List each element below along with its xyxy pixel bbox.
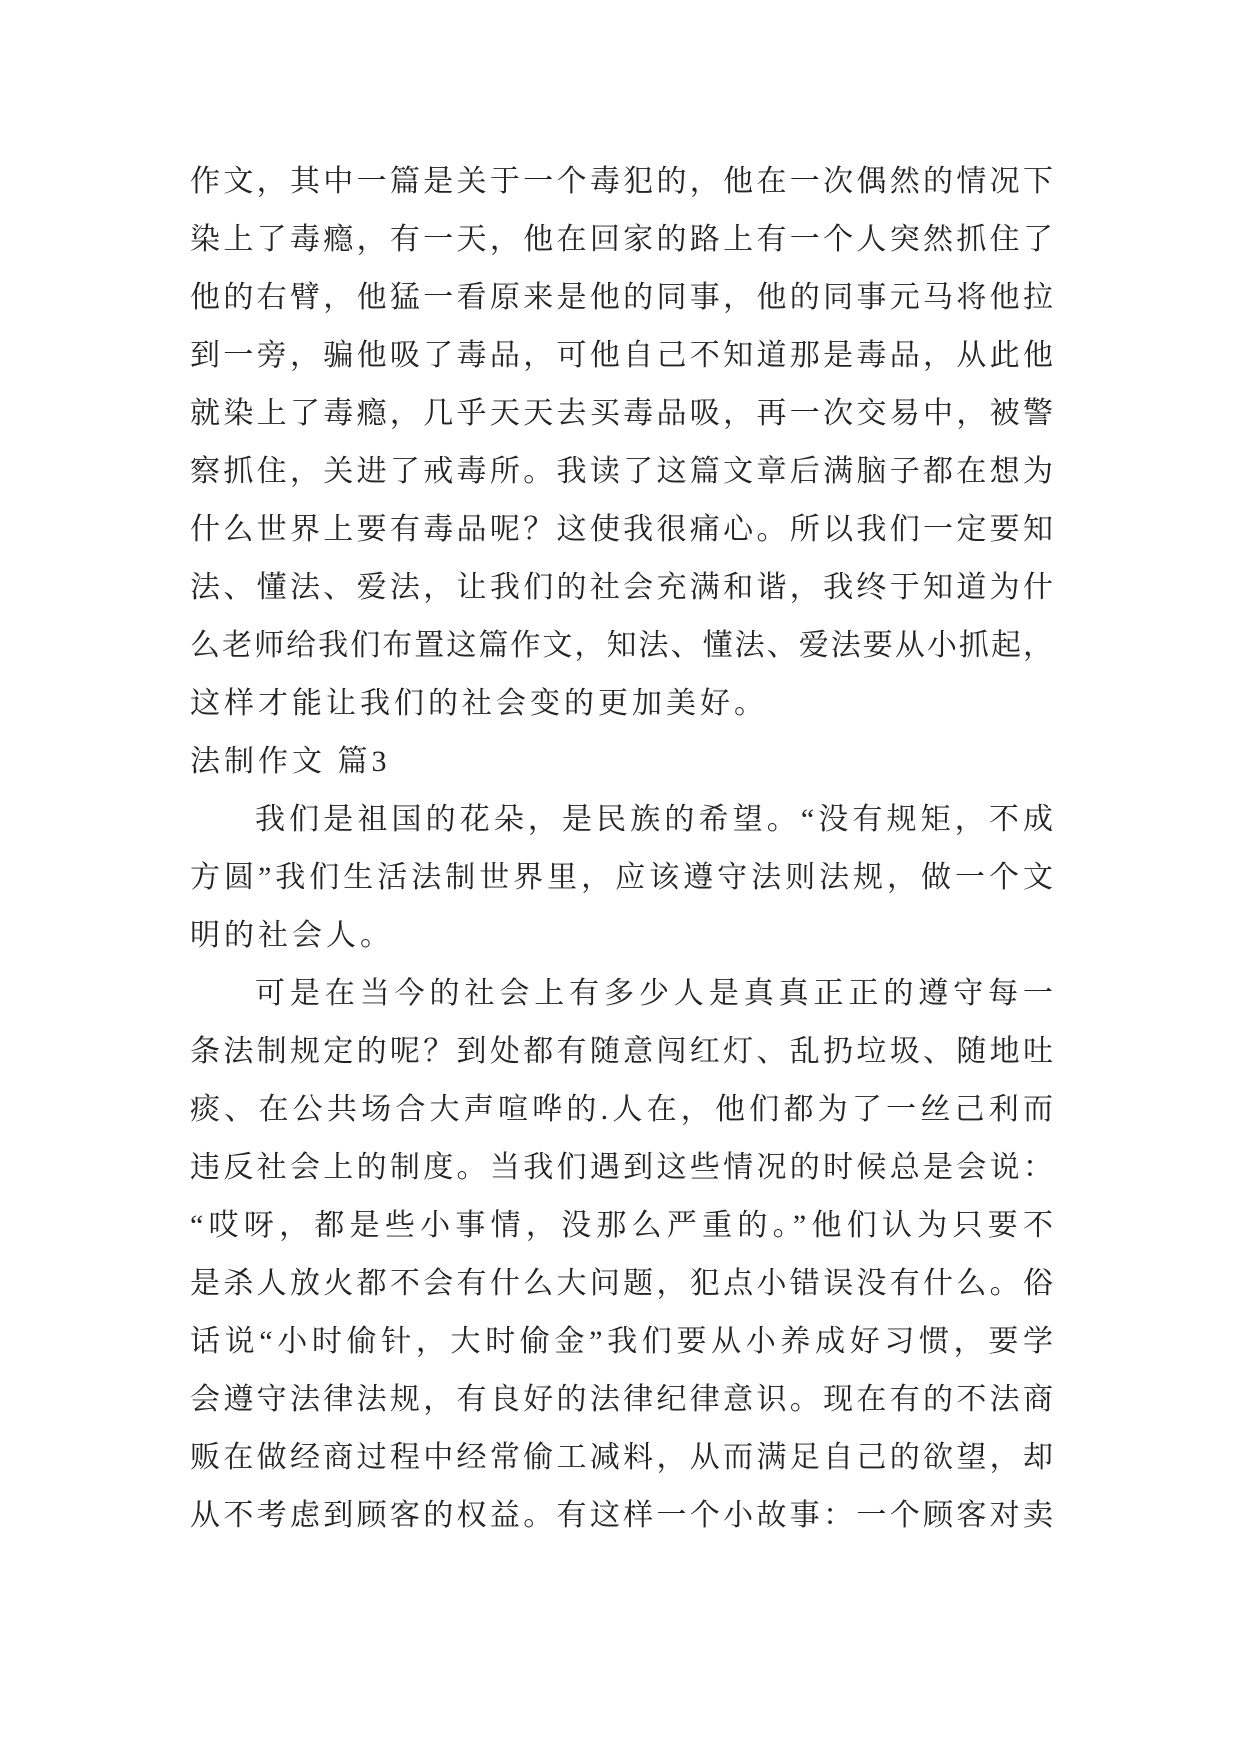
text-line: 明的社会人。 [190,919,394,952]
text-line: 我们是祖国的花朵，是民族的希望。“没有规矩，不成 [255,803,1054,836]
text-line: 他的右臂，他猛一看原来是他的同事，他的同事元马将他拉 [190,281,1054,314]
text-line: 这样才能让我们的社会变的更加美好。 [190,687,768,720]
text-line: 条法制规定的呢？到处都有随意闯红灯、乱扔垃圾、随地吐 [190,1035,1054,1068]
text-line: 是杀人放火都不会有什么大问题，犯点小错误没有什么。俗 [190,1267,1054,1300]
text-line: 就染上了毒瘾，几乎天天去买毒品吸，再一次交易中，被警 [190,397,1054,430]
essay-text-block [190,153,1054,1545]
text-line: 作文，其中一篇是关于一个毒犯的，他在一次偶然的情况下 [190,165,1054,198]
text-line: 方圆”我们生活法制世界里，应该遵守法则法规，做一个文 [190,861,1054,894]
text-line: 可是在当今的社会上有多少人是真真正正的遵守每一 [255,977,1054,1010]
text-line: 法、懂法、爱法，让我们的社会充满和谐，我终于知道为什 [190,571,1054,604]
text-line: 违反社会上的制度。当我们遇到这些情况的时候总是会说： [190,1151,1054,1184]
paragraph-2 [190,791,1054,965]
paragraph-1 [190,153,1054,733]
paragraph-3 [190,965,1054,1545]
text-line: 察抓住，关进了戒毒所。我读了这篇文章后满脑子都在想为 [190,455,1054,488]
text-line: 痰、在公共场合大声喧哗的.人在，他们都为了一丝己利而 [190,1093,1054,1126]
section-heading: 法制作文 篇3 [190,745,391,778]
text-line: 染上了毒瘾，有一天，他在回家的路上有一个人突然抓住了 [190,223,1054,256]
text-line: 什么世界上要有毒品呢？这使我很痛心。所以我们一定要知 [190,513,1054,546]
text-line: 从不考虑到顾客的权益。有这样一个小故事：一个顾客对卖 [190,1499,1054,1532]
text-line: “哎呀，都是些小事情，没那么严重的。”他们认为只要不 [190,1209,1054,1242]
text-line: 贩在做经商过程中经常偷工减料，从而满足自己的欲望，却 [190,1441,1054,1474]
text-line: 到一旁，骗他吸了毒品，可他自己不知道那是毒品，从此他 [190,339,1054,372]
text-line: 么老师给我们布置这篇作文，知法、懂法、爱法要从小抓起， [190,629,1054,662]
text-line: 会遵守法律法规，有良好的法律纪律意识。现在有的不法商 [190,1383,1054,1416]
text-line: 话说“小时偷针，大时偷金”我们要从小养成好习惯，要学 [190,1325,1054,1358]
